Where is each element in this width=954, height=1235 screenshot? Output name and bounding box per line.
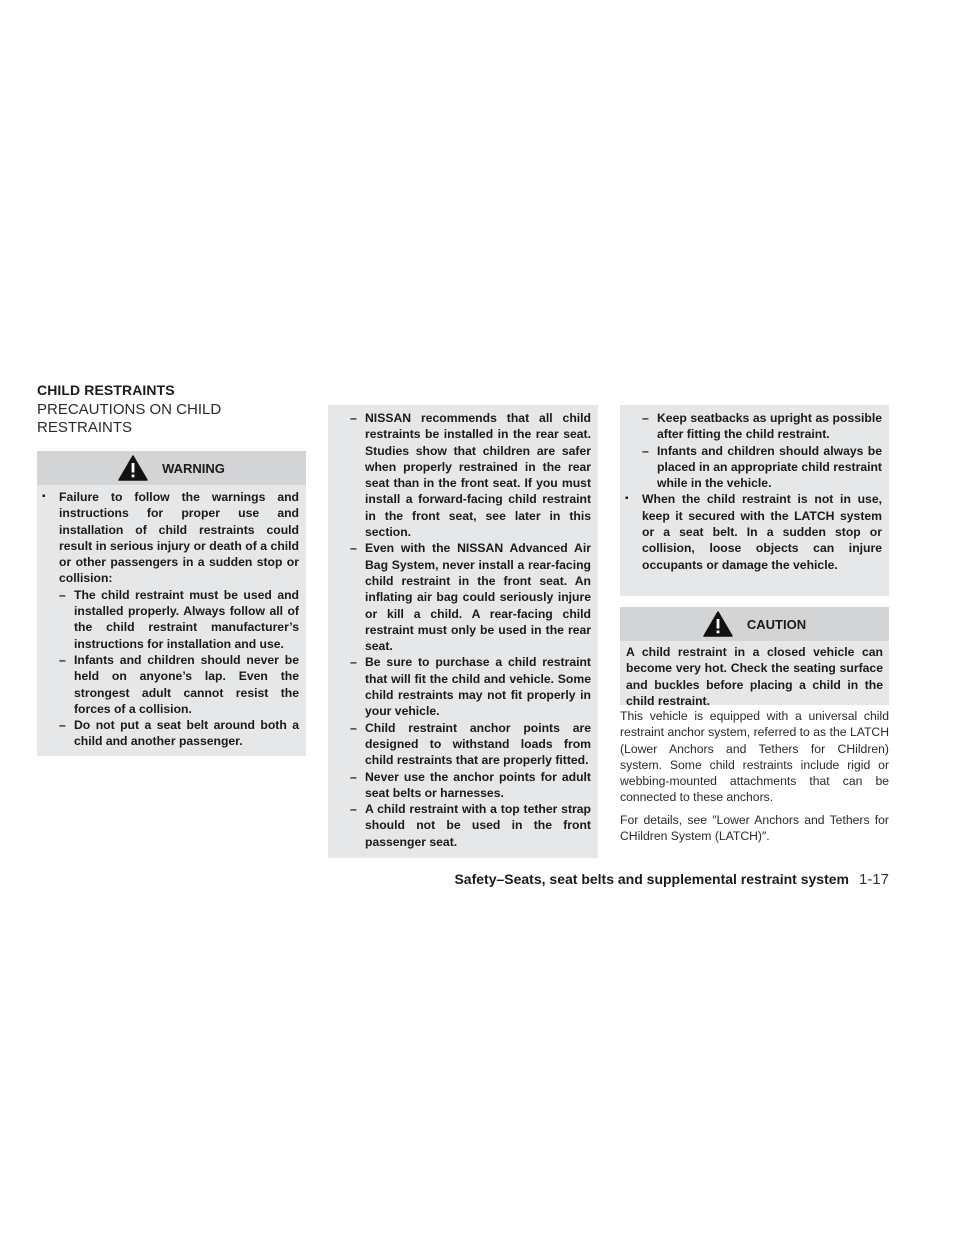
warning-dash-item: – Infants and children should always be placed in an appropriate child restraint while in the vehicle.: [642, 443, 882, 491]
caution-triangle-icon: [703, 611, 733, 637]
warning-label: WARNING: [162, 460, 225, 476]
latch-reference-paragraph: For details, see ″Lower Anchors and Tethers for CHildren System (LATCH)″.: [620, 813, 889, 844]
warning-dash-item: – Keep seatbacks as upright as possible after fitting the child restraint.: [642, 411, 882, 442]
warning-bullet: ▪ Failure to follow the warnings and instructions for proper use and installation of child restraints could result in serious injury or death of a child or other passengers in a sudden stop or collision:: [37, 489, 299, 587]
warning-dash-item: – Do not put a seat belt around both a child and another passenger.: [59, 718, 299, 749]
latch-paragraph: This vehicle is equipped with a universal child restraint anchor system, referred to as the LATCH (Lower Anchors and Tethers for CHildren) system. Some child restraints include rigid or webbing-mounted attachments that can be connected to these anchors.: [620, 709, 889, 805]
warning-triangle-icon: [118, 455, 148, 481]
section-subtitle: PRECAUTIONS ON CHILD RESTRAINTS: [37, 401, 222, 436]
warning-dash-item: – Even with the NISSAN Advanced Air Bag System, never install a rear-facing child restraint in the front seat. An inflating air bag could seriously injure or kill a child. A rear-facing child restraint must only be used in the rear seat.: [350, 541, 591, 654]
warning-dash-item: – A child restraint with a top tether strap should not be used in the front passenger seat.: [350, 802, 591, 849]
warning-header: [37, 451, 306, 485]
page-number: 1-17: [858, 871, 889, 888]
warning-dash-item: – Infants and children should never be held on anyone’s lap. Even the strongest adult cannot resist the forces of a collision.: [59, 652, 299, 716]
warning-bullet: ▪ When the child restraint is not in use, keep it secured with the LATCH system or a seat belt. In a sudden stop or collision, loose objects can injure occupants or damage the vehicle.: [620, 491, 882, 572]
warning-dash-item: – Be sure to purchase a child restraint that will fit the child and vehicle. Some child restraints may not fit properly in your vehicle.: [350, 655, 591, 719]
warning-box: [37, 451, 306, 756]
warning-dash-item: – The child restraint must be used and installed properly. Always follow all of the child restraint manufacturer’s instructions for installation and use.: [59, 587, 299, 651]
warning-continued-box-2: [620, 405, 889, 596]
caution-header: [620, 607, 889, 641]
caution-text: A child restraint in a closed vehicle can become very hot. Check the seating surface and buckles before placing a child in the child restraint.: [626, 645, 883, 708]
section-title: CHILD RESTRAINTS: [37, 382, 175, 398]
warning-dash-item: – Never use the anchor points for adult seat belts or harnesses.: [350, 769, 591, 800]
footer-title: Safety–Seats, seat belts and supplemental restraint system: [454, 871, 849, 887]
warning-dash-item: – NISSAN recommends that all child restraints be installed in the rear seat. Studies show that children are safer when properly restrained in the rear seat than in the front seat. If you must install a forward-facing child restraint in the front seat, see later in this section.: [350, 411, 591, 540]
warning-continued-box: [328, 405, 598, 858]
warning-dash-item: – Child restraint anchor points are designed to withstand loads from child restraints that are properly fitted.: [350, 720, 591, 768]
caution-box: [620, 607, 889, 708]
caution-label: CAUTION: [746, 616, 807, 632]
page-footer: [380, 871, 889, 888]
